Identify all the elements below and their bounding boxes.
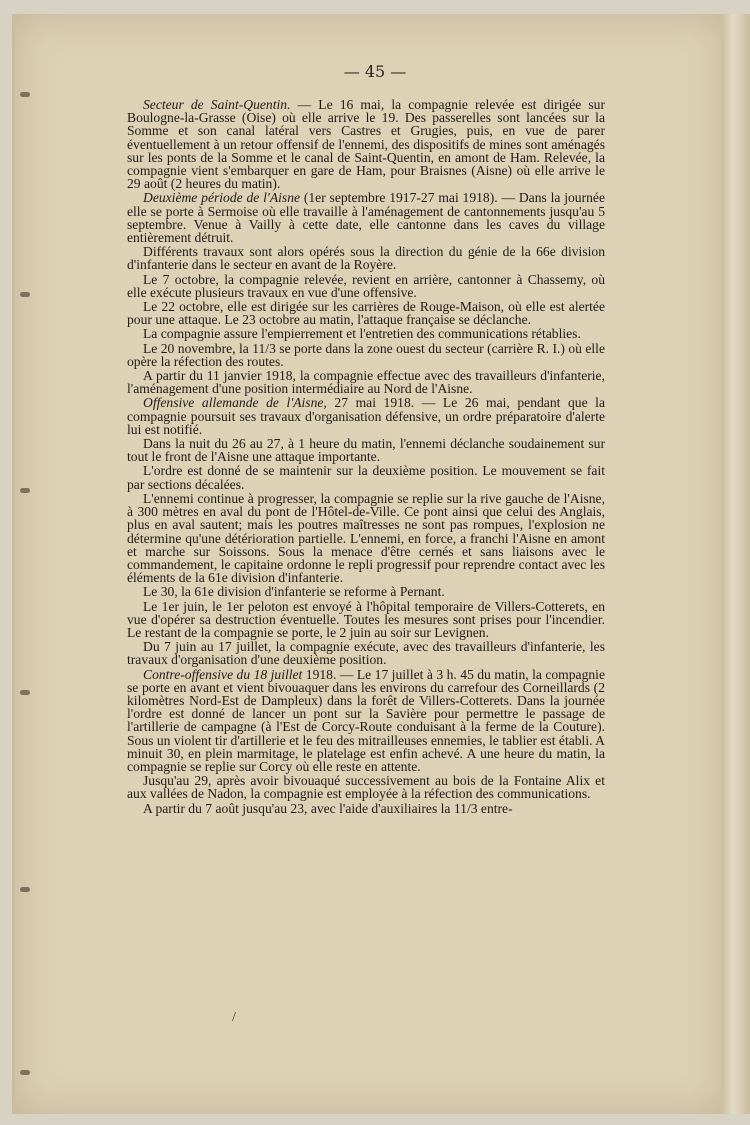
paragraph: Le 1er juin, le 1er peloton est envoyé à l'hôpital temporaire de Villers-Cotterets, en vue d'opérer sa destruction éventuelle. Toutes les mesures sont prises pour l'incendier. Le restant de la compagnie se porte, le 2 juin au soir sur Levignen. — [127, 598, 605, 640]
paragraph: Le 7 octobre, la compagnie relevée, revient en arrière, cantonner à Chassemy, où elle exécute plusieurs travaux en vue d'une offensive. — [127, 271, 605, 300]
binding-mark — [20, 488, 30, 493]
page-number: — 45 — — [343, 62, 407, 81]
paragraph: Secteur de Saint-Quentin. — Le 16 mai, la compagnie relevée est dirigée sur Boulogne-la-Grasse (Oise) où elle arrive le 19. Des passerelles sont lancées sur la Somme et son canal latéral vers Castres et Grugies, puis, en vue de parer éventuellement à un retour offensif de l'ennemi, des dispositifs de mines sont aménagés sur les ponts de la Somme et le canal de Saint-Quentin, en amont de Ham. Relevée, la compagnie vient s'embarquer en gare de Ham, pour Braisnes (Aisne) où elle arrive le 29 août (2 heures du matin). — [127, 97, 605, 192]
paragraph: Offensive allemande de l'Aisne, 27 mai 1918. — Le 26 mai, pendant que la compagnie poursuit ses travaux d'organisation défensive, un ordre préparatoire d'alerte lui est notifié. — [127, 395, 605, 437]
paragraph: A partir du 11 janvier 1918, la compagnie effectue avec des travailleurs d'infanterie, l'aménagement d'une position intermédiaire au Nord de l'Aisne. — [127, 368, 605, 397]
paragraph: Différents travaux sont alors opérés sous la direction du génie de la 66e division d'infanterie dans le secteur en avant de la Royère. — [127, 244, 605, 273]
paragraph: Le 20 novembre, la 11/3 se porte dans la zone ouest du secteur (carrière R. I.) où elle opère la réfection des routes. — [127, 340, 605, 369]
paragraph: Contre-offensive du 18 juillet 1918. — Le 17 juillet à 3 h. 45 du matin, la compagnie se porte en avant et vient bivouaquer dans les environs du carrefour des Corneillards (2 kilomètres Nord-Est de Dampleux) dans la forêt de Villers-Cotterets. Dans la journée l'ordre est donné de lancer un pont sur la Savière pour permettre le passage de l'artillerie de campagne (à l'Est de Corcy-Route conduisant à la ferme de la Couture). Sous un violent tir d'artillerie et le feu des mitrailleuses ennemies, le tablier est établi. A minuit 30, en plein marmitage, le platelage est enfin achevé. A une heure du matin, la compagnie se replie sur Corcy où elle reste en attente. — [127, 666, 605, 774]
paragraph: Jusqu'au 29, après avoir bivouaqué successivement au bois de la Fontaine Alix et aux vallées de Nadon, la compagnie est employée à la réfection des communications. — [127, 773, 605, 802]
paragraph: L'ordre est donné de se maintenir sur la deuxième position. Le mouvement se fait par sections décalées. — [127, 463, 605, 492]
binding-mark — [20, 1070, 30, 1075]
paragraph: L'ennemi continue à progresser, la compagnie se replie sur la rive gauche de l'Aisne, à 300 mètres en aval du pont de l'Hôtel-de-Ville. Ce pont ainsi que celui des Anglais, plus en aval sautent; mais les poutres maîtresses ne sont pas rompues, l'explosion ne détermine qu'une détérioration partielle. L'ennemi, en force, a franchi l'Aisne en amont et marche sur Soissons. Sous la menace d'être cernés et sans liaisons avec le commandement, le capitaine ordonne le repli progressif pour reprendre contact avec les éléments de la 61e division d'infanterie. — [127, 490, 605, 586]
paragraph: A partir du 7 août jusqu'au 23, avec l'aide d'auxiliaires la 11/3 entre- — [143, 800, 513, 816]
binding-mark — [20, 887, 30, 892]
paragraph: La compagnie assure l'empierrement et l'entretien des communications rétablies. — [143, 326, 581, 342]
paragraph: Le 22 octobre, elle est dirigée sur les carrières de Rouge-Maison, où elle est alertée pour une attaque. Le 23 octobre au matin, l'attaque française se déclanche. — [127, 299, 605, 328]
pencil-mark: / — [232, 1010, 236, 1025]
paragraph: Du 7 juin au 17 juillet, la compagnie exécute, avec des travailleurs d'infanterie, les travaux d'organisation d'une deuxième position. — [127, 639, 605, 668]
binding-mark — [20, 292, 30, 297]
binding-mark — [20, 690, 30, 695]
body-text — [127, 98, 605, 816]
binding-mark — [20, 92, 30, 97]
paragraph: Le 30, la 61e division d'infanterie se reforme à Pernant. — [143, 584, 445, 600]
page-edge — [722, 14, 750, 1114]
paragraph: Dans la nuit du 26 au 27, à 1 heure du matin, l'ennemi déclanche soudainement sur tout le front de l'Aisne une attaque importante. — [127, 436, 605, 465]
paragraph: Deuxième période de l'Aisne (1er septembre 1917-27 mai 1918). — Dans la journée elle se porte à Sermoise où elle travaille à l'aménagement de cantonnements jusqu'au 5 septembre. Venue à Vailly à cette date, elle cantonne dans les caves du village entièrement détruit. — [127, 190, 605, 246]
